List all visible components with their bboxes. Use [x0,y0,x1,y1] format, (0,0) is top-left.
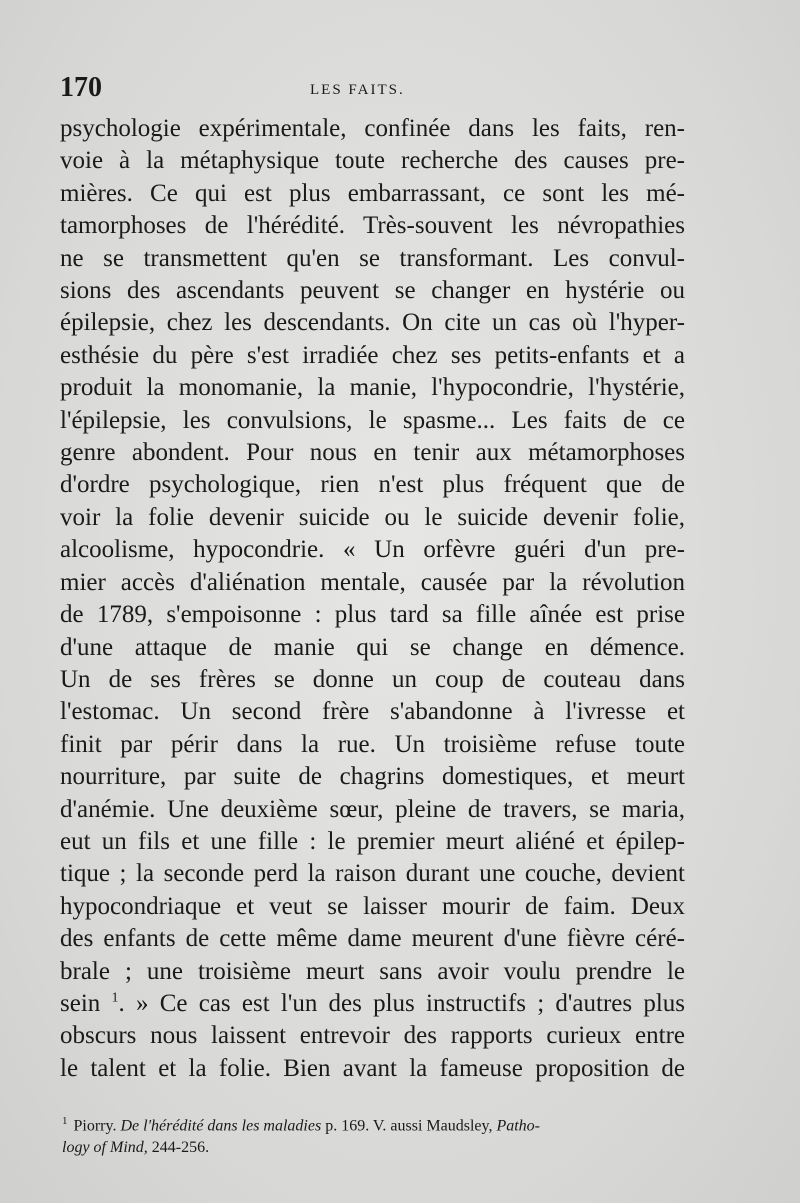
text-line: l'épilepsie, les convulsions, le spasme... Les faits de ce [60,406,685,434]
footnote-reference-text: p. 169. V. aussi Maudsley, [325,1117,493,1135]
footnote-line [62,1137,692,1159]
footnote-line [62,1110,692,1137]
text-line: le talent et la folie. Bien avant la fameuse proposition de [60,1054,685,1082]
text-line: esthésie du père s'est irradiée chez ses petits-enfants et a [60,341,685,369]
text-line: mières. Ce qui est plus embarrassant, ce sont les mé- [60,179,685,207]
footnote-title-2-cont: logy of Mind, [62,1139,148,1157]
text-fragment: sein [60,989,101,1017]
text-line: eut un fils et une fille : le premier meurt aliéné et épilep- [60,827,685,855]
footnote [62,1110,692,1159]
text-line: épilepsie, chez les descendants. On cite un cas où l'hyper- [60,309,685,337]
text-line: obscurs nous laissent entrevoir des rapports curieux entre [60,1022,685,1050]
text-line: psychologie expérimentale, confinée dans les faits, ren- [60,115,685,142]
footnote-title: De l'hérédité dans les maladies [120,1117,322,1135]
text-fragment: . » Ce cas est l'un des plus instructifs ; d'autres plus [118,989,686,1017]
page-number: 170 [60,72,102,103]
text-line: genre abondent. Pour nous en tenir aux métamorphoses [60,439,685,467]
text-line: voir la folie devenir suicide ou le suicide devenir folie, [60,503,685,531]
page-header [60,72,680,112]
text-line: mier accès d'aliénation mentale, causée par la révolution [60,568,685,596]
text-line: produit la monomanie, la manie, l'hypocondrie, l'hystérie, [60,374,685,402]
text-line: finit par périr dans la rue. Un troisième refuse toute [60,730,685,758]
text-line: de 1789, s'empoisonne : plus tard sa fille aînée est prise [60,601,685,629]
footnote-title-2: Patho- [496,1117,540,1135]
text-line: brale ; une troisième meurt sans avoir voulu prendre le [60,957,685,985]
footnote-author: Piorry. [73,1117,117,1135]
running-head: LES FAITS. [310,82,405,98]
footnote-pages: 244-256. [151,1139,210,1157]
footnote-mark: 1 [62,1115,68,1127]
text-line: hypocondriaque et veut se laisser mourir de faim. Deux [60,892,685,920]
text-line: l'estomac. Un second frère s'abandonne à l'ivresse et [60,698,685,726]
text-line: d'une attaque de manie qui se change en démence. [60,633,685,661]
text-line: nourriture, par suite de chagrins domestiques, et meurt [60,763,685,791]
text-line: ne se transmettent qu'en se transformant. Les convul- [60,244,685,272]
text-line: sions des ascendants peuvent se changer en hystérie ou [60,277,685,305]
text-line: Un de ses frères se donne un coup de couteau dans [60,665,685,693]
text-line-with-note [60,988,685,1020]
text-line: tique ; la seconde perd la raison durant une couche, devient [60,860,685,888]
body-text [60,113,685,1085]
text-line: tamorphoses de l'hérédité. Très-souvent les névropathies [60,212,685,240]
text-line: d'anémie. Une deuxième sœur, pleine de travers, se maria, [60,795,685,823]
text-line: alcoolisme, hypocondrie. « Un orfèvre guéri d'un pre- [60,536,685,564]
text-line: d'ordre psychologique, rien n'est plus fréquent que de [60,471,685,499]
text-line: des enfants de cette même dame meurent d'une fièvre céré- [60,925,685,953]
footnote-reference[interactable]: 1 [111,990,119,1006]
text-line: voie à la métaphysique toute recherche des causes pre- [60,147,685,175]
